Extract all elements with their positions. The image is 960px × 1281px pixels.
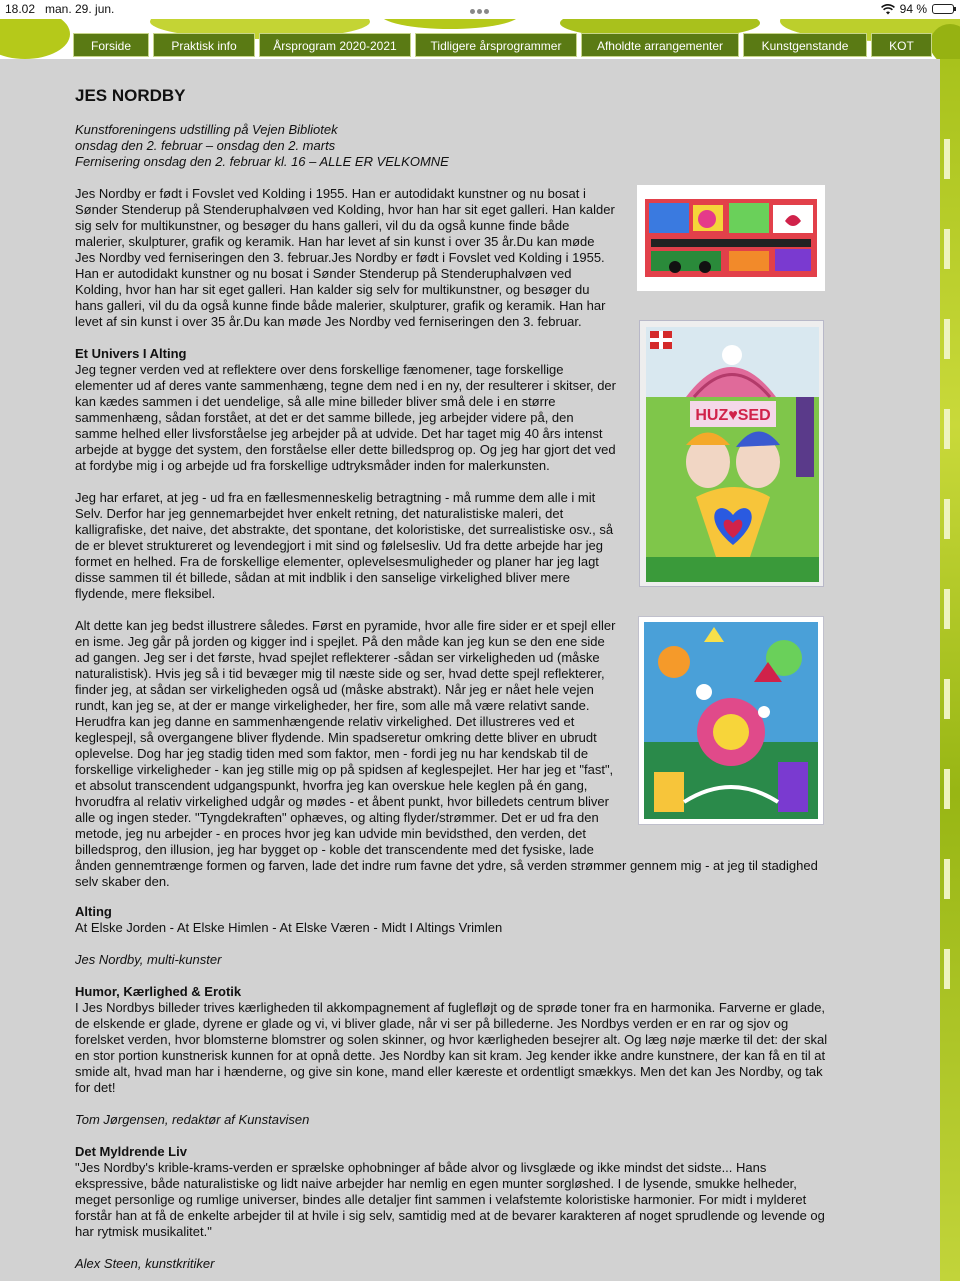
text-line: Alt dette kan jeg bedst illustrere således. Først en pyramide, hvor alle fire sider er et spejl eller [75, 618, 616, 633]
painting-2-image[interactable] [639, 320, 824, 587]
nav-forside[interactable]: Forside [73, 33, 149, 57]
multitasking-dots-icon[interactable] [470, 3, 491, 17]
text-line: billedsprog, den illusion, jeg har bygget op - koble det transcendente med det fysiske, lade [75, 842, 594, 857]
text-line: hvorudfra al relativ virkelighed udgår og mødes - et åbent punkt, hvor billedets centrum bliver [75, 794, 609, 809]
nav-afholdte-arrangementer[interactable]: Afholdte arrangementer [581, 33, 739, 57]
text-line: for det! [75, 1080, 116, 1095]
nav-praktisk-info[interactable]: Praktisk info [153, 33, 255, 57]
text-line: finder jeg, at sådan ser virkeligheden også ud (måske abstrakt). Når jeg er nået hele vejen [75, 682, 594, 697]
text-line: Kolding, hvor han har sit eget galleri. Han kalder sig selv for multikunstner, og besøger du [75, 282, 590, 297]
section-heading: Et Univers I Alting [75, 346, 187, 361]
text-line: kan kædes sammen i det uendelige, så alle mine billeder bliver små dele i en større [75, 394, 556, 409]
nav-kot[interactable]: KOT [871, 33, 932, 57]
text-line: sammenhæng, sådan forstået, at det er det samme billede, jeg arbejder videre på, den [75, 410, 574, 425]
text-line: flydende, mere fleksibel. [75, 586, 216, 601]
text-line: disse sammen til ét billede, sådan at mit indblik i den sanselige virkelighed bliver mere [75, 570, 570, 585]
battery-percent: 94 % [899, 2, 927, 16]
text-line: naturalistisk). Hvis jeg så i tid bevæger mig til næste side og ser, hvad dette spejl reflekterer, [75, 666, 605, 681]
text-line: Jeg tegner verden ved at reflektere over dens forskellige fænomener, tage forskellige [75, 362, 564, 377]
text-line: malerier, skulpturer, grafik og keramik. Han har levet af sin kunst i over 35 år.Du kan møde [75, 234, 595, 249]
text-line: Sønder Stenderup på Stenderuphalvøen ved Kolding, hvor han har sit eget galleri. Han kalder [75, 202, 615, 217]
text-line: Jes Nordby er født i Fovslet ved Kolding i 1955. Han er autodidakt kunstner og nu bosat i [75, 186, 586, 201]
page-title: JES NORDBY [75, 86, 186, 105]
text-line: alle og ingen steder. "Tyngdekraften" ophæves, og alting flyder/strømmer. Det er ud fra den [75, 810, 599, 825]
wifi-icon [881, 4, 895, 15]
section-humor [75, 984, 827, 1128]
nav-kunstgenstande[interactable]: Kunstgenstande [743, 33, 867, 57]
section-univers [75, 346, 616, 474]
intro-line: Kunstforeningens udstilling på Vejen Bibliotek [75, 122, 338, 137]
side-decoration [940, 59, 960, 1281]
section-heading: Humor, Kærlighed & Erotik [75, 984, 242, 999]
section-alting [75, 904, 502, 968]
signature: Tom Jørgensen, redaktør af Kunstavisen [75, 1112, 310, 1127]
text-line: ånden gennemtrænge formen og farven, lade det indre rum favne det ydre, så verden strømmer gennem mig - at jeg til stadighed [75, 858, 818, 873]
text-line: en isme. Jeg går på jorden og kigger ind i spejlet. På den måde kan jeg kun se den ene side [75, 634, 605, 649]
text-line: forstår han at få de enkelte arbejder til at hvile i sig selv, samtidig med at de bevarer karakteren af noget sprudlende og levende og [75, 1208, 825, 1223]
text-line: selv skaber den. [75, 874, 170, 889]
text-line: Han er autodidakt kunstner og nu bosat i Sønder Stenderup på Stenderuphalvøen ved [75, 266, 572, 281]
text-line: Selv. Derfor har jeg gennemarbejdet hver enkelt retning, det naturalistiske maleri, det [75, 506, 564, 521]
text-line: et absolut transcendent udgangspunkt, hvorfra jeg kan overskue hele keglen på én gang, [75, 778, 588, 793]
nav-aarsprogram[interactable]: Årsprogram 2020-2021 [259, 33, 411, 57]
text-line: rundt, kan jeg se, at der er mange virkeligheder, her fire, som alle må være relativt sande. [75, 698, 590, 713]
battery-icon [932, 4, 954, 14]
status-right [881, 2, 954, 16]
exhibition-intro [75, 122, 449, 170]
text-line: Jes Nordby ved ferniseringen den 3. februar.Jes Nordby er født i Fovslet ved Kolding i 1955. [75, 250, 605, 265]
text-line: At Elske Jorden - At Elske Himlen - At Elske Væren - Midt I Altings Vrimlen [75, 920, 503, 935]
text-line: kalligrafiske, det naive, det abstrakte, det spontane, det koloristiske, det surrealistiske osv., så [75, 522, 614, 537]
painting-1-image[interactable] [637, 185, 825, 291]
text-line: ad gangen. Jeg ser i det første, hvad spejlet reflekterer -sådan ser virkeligheden ud (måske [75, 650, 600, 665]
paragraph-erfaret [75, 490, 613, 602]
text-line: formet en helhed. Fra de forskellige elementer, oplevelsesmuligheder og planer har jeg lagt [75, 554, 599, 569]
painting-sign-text: HUZ♥SED [695, 407, 771, 424]
text-line: har rytmisk musikalitet." [75, 1224, 212, 1239]
text-line: "Jes Nordby's krible-krams-verden er sprælske ophobninger af både alvor og livsglæde og ikke mindst det sidste... Hans [75, 1160, 767, 1175]
content-panel [57, 59, 940, 1281]
text-line: forelsket verden, hvor blomsterne blomstrer og solen skinner, og hvor kærligheden besejrer alt. Og læg nøje mærke til det: der skal [75, 1032, 828, 1047]
text-line: ekspressive, både naturalistiske og lidt naive arbejder har nemlig en egen munter sorgløshed. I de lysende, smukke helheder, [75, 1176, 797, 1191]
main-nav [73, 33, 932, 57]
intro-line: Fernisering onsdag den 2. februar kl. 16 – ALLE ER VELKOMNE [75, 154, 449, 169]
text-line: I Jes Nordbys billeder trives kærligheden til akkompagnement af fuglefløjt og de sprøde toner fra en harmonika. Farverne er glade, [75, 1000, 826, 1015]
section-heading: Alting [75, 904, 112, 919]
section-heading: Det Myldrende Liv [75, 1144, 187, 1159]
text-line: smide alt, hvad man har i hænderne, og give sin kone, mand eller kæreste et ordentligt smækkys. Men det kan Jes Nordby, og tak [75, 1064, 823, 1079]
text-line: metode, jeg nu arbejder - en proces hvor jeg kan udvide min bevidsthed, den verden, det [75, 826, 586, 841]
text-line: elementer ud af deres vante sammenhæng, tegne dem ned i en ny, der resulterer i skitser, der [75, 378, 616, 393]
text-line: hans galleri, vil du da også kunne finde både malerier, skulpturer, grafik og keramik. Han har [75, 298, 606, 313]
signature: Jes Nordby, multi-kunster [75, 952, 222, 967]
bio-paragraph [75, 186, 615, 330]
text-line: forskellige virkeligheder - kan jeg stille mig op på spidsen af keglespejlet. Her har jeg et "fast", [75, 762, 614, 777]
text-line: samme helhed eller livsforståelse jeg arbejder på at udvide. Det har taget mig 40 års intenst [75, 426, 603, 441]
text-line: at fordybe mig i og arbejde ud fra forskellige udtryksmåder inden for malerkunsten. [75, 458, 550, 473]
signature: Alex Steen, kunstkritiker [75, 1256, 215, 1271]
status-bar [0, 0, 960, 19]
text-line: sig selv for multikunstner, og besøger du hans galleri, vil du da også kunne finde både [75, 218, 570, 233]
paragraph-pyramide [75, 618, 818, 890]
status-date: man. 29. jun. [45, 2, 115, 16]
text-line: Jeg har erfaret, at jeg - ud fra en fællesmenneskelig betragtning - må rumme dem alle i mit [75, 490, 596, 505]
intro-line: onsdag den 2. februar – onsdag den 2. marts [75, 138, 336, 153]
text-line: levet af sin kunst i over 35 år.Du kan møde Jes Nordby ved ferniseringen den 3. februar. [75, 314, 582, 329]
section-myldrende [75, 1144, 825, 1272]
text-line: oplevelse. Dog har jeg stadig tiden med som faktor, men - fordi jeg nu har kendskab til de [75, 746, 589, 761]
text-line: en stor portion kunstnerisk kunnen for at opnå dette. Jes Nordby kan sit kram. Jeg kender ikke andre kunstnere, der kan få en til at [75, 1048, 826, 1063]
text-line: Herudfra kan jeg danne en sammenhængende relativ virkelighed. Det illustreres ved et [75, 714, 575, 729]
nav-tidligere-aarsprogrammer[interactable]: Tidligere årsprogrammer [415, 33, 577, 57]
text-line: de er blevet struktureret og levendegjort i mit sind og følelsesliv. Ud fra dette arbejde har jeg [75, 538, 603, 553]
status-time: 18.02 [5, 2, 36, 16]
text-line: keglespejl, så overgangene bliver flydende. Min spadseretur omkring dette bliver en ubrudt [75, 730, 597, 745]
text-line: de elskende er glade, dyrene er glade og vi, vi bliver glade, når vi ser på billederne. Jes Nordbys verden er en rar og sjov og [75, 1016, 789, 1031]
text-line: arbejde at bygge det system, den forståelse eller dette billedsprog op. Og jeg har gjort det ved [75, 442, 616, 457]
text-line: meget personlige og rumlige universer, bindes alle detaljer fint sammen i velafstemte koloristiske harmonier. For midt i mylderet [75, 1192, 807, 1207]
